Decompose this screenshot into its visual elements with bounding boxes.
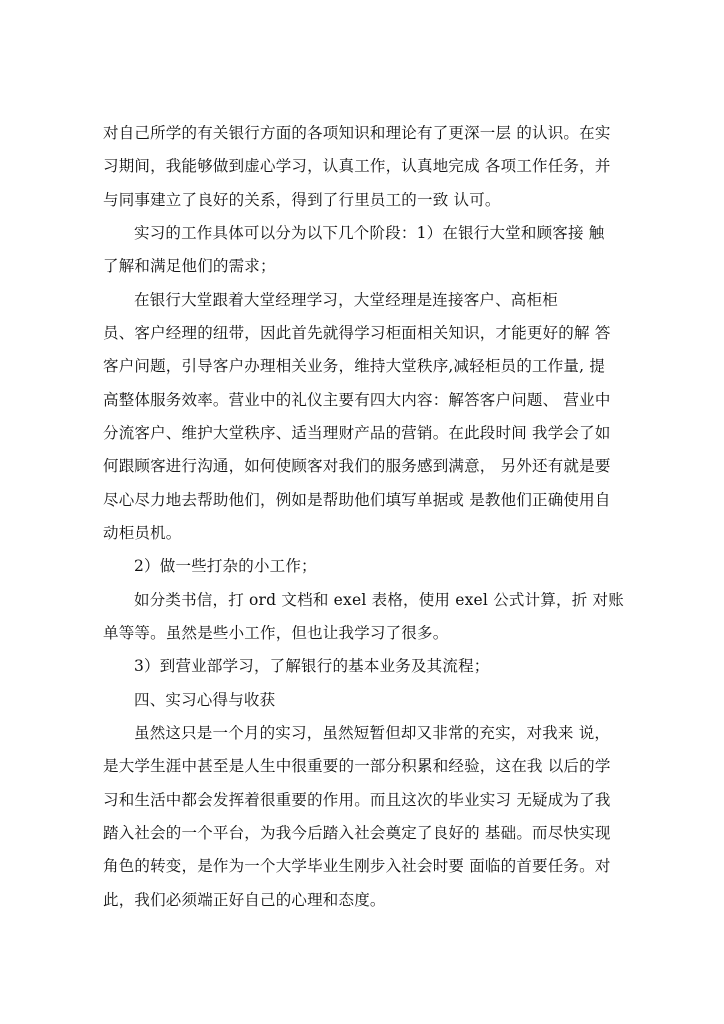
text-line: 习和生活中都会发挥着很重要的作用。而且这次的毕业实习 无疑成为了我 — [103, 791, 611, 809]
text-line: 2）做一些打杂的小工作； — [134, 557, 317, 575]
text-line: 员、客户经理的纽带，因此首先就得学习柜面相关知识，才能更好的解 答 — [103, 324, 611, 342]
text-line: 与同事建立了良好的关系，得到了行里员工的一致 认可。 — [103, 191, 501, 209]
text-line: 虽然这只是一个月的实习，虽然短暂但却又非常的充实，对我来 说， — [134, 724, 611, 742]
text-line: 习期间，我能够做到虚心学习，认真工作，认真地完成 各项工作任务，并 — [103, 157, 611, 175]
text-line: 在银行大堂跟着大堂经理学习，大堂经理是连接客户、高柜柜 — [134, 291, 558, 309]
text-line: 尽心尽力地去帮助他们，例如是帮助他们填写单据或 是教他们正确使用自 — [103, 491, 611, 509]
text-line: 实习的工作具体可以分为以下几个阶段：1）在银行大堂和顾客接 触 — [134, 224, 605, 242]
text-line: 踏入社会的一个平台，为我今后踏入社会奠定了良好的 基础。而尽快实现 — [103, 824, 611, 842]
text-line: 分流客户、维护大堂秩序、适当理财产品的营销。在此段时间 我学会了如 — [103, 424, 611, 442]
text-line: 动柜员机。 — [103, 524, 182, 542]
text-line: 如分类书信，打 ord 文档和 exel 表格，使用 exel 公式计算，折 对账 — [134, 591, 624, 609]
text-line: 单等等。虽然是些小工作，但也让我学习了很多。 — [103, 624, 449, 642]
text-line: 何跟顾客进行沟通，如何使顾客对我们的服务感到满意， 另外还有就是要 — [103, 457, 611, 475]
text-line: 角色的转变，是作为一个大学毕业生刚步入社会时要 面临的首要任务。对 — [103, 857, 611, 875]
text-line: 客户问题，引导客户办理相关业务，维持大堂秩序,减轻柜员的工作量, 提 — [103, 357, 606, 375]
text-line: 对自己所学的有关银行方面的各项知识和理论有了更深一层 的认识。在实 — [103, 124, 611, 142]
text-line: 此，我们必须端正好自己的心理和态度。 — [103, 891, 386, 909]
text-line: 四、实习心得与收获 — [134, 691, 276, 709]
text-line: 3）到营业部学习，了解银行的基本业务及其流程； — [134, 657, 490, 675]
text-line: 是大学生涯中甚至是人生中很重要的一部分积累和经验，这在我 以后的学 — [103, 757, 611, 775]
text-line: 了解和满足他们的需求； — [103, 257, 276, 275]
text-line: 高整体服务效率。营业中的礼仪主要有四大内容：解答客户问题、 营业中 — [103, 391, 611, 409]
